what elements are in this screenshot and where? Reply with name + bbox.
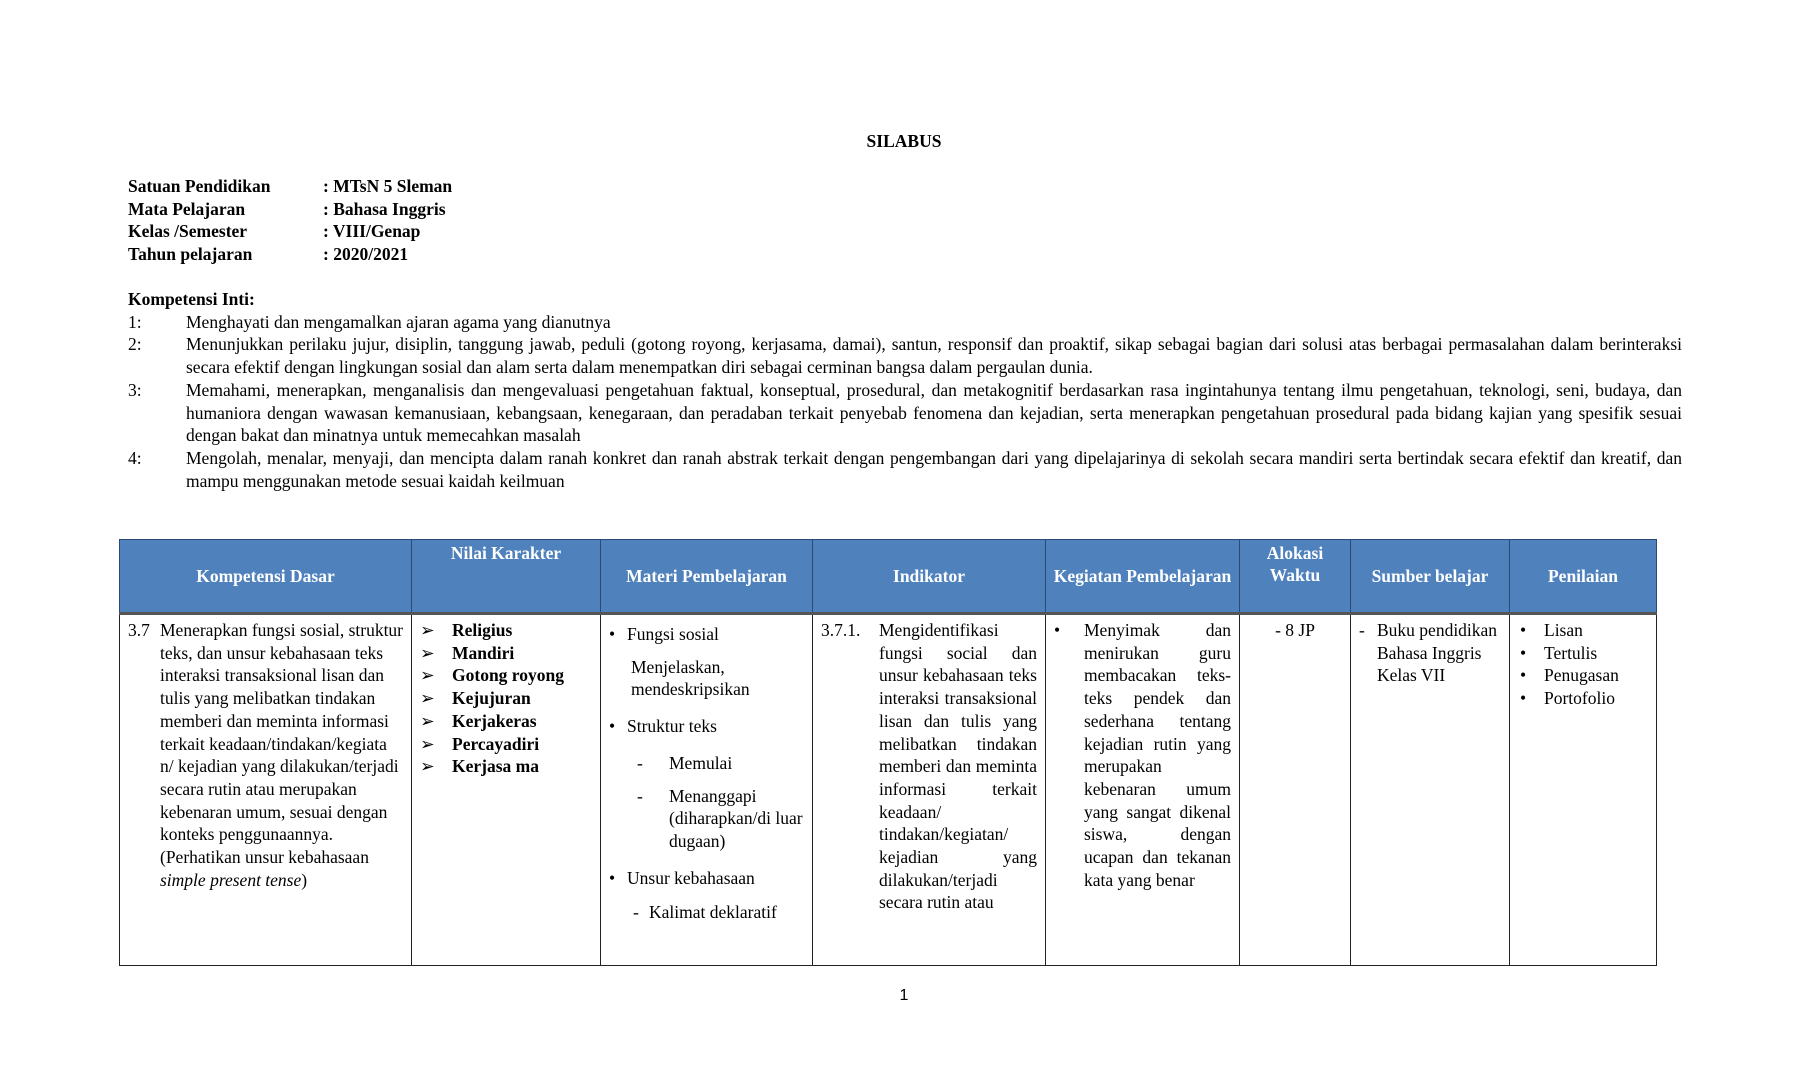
ki-number: 1: [128, 311, 142, 332]
cell-penilaian [1510, 614, 1657, 966]
header-kompetensi-dasar: Kompetensi Dasar [120, 540, 412, 614]
nilai-item [420, 664, 592, 687]
cell-materi [601, 614, 813, 966]
nilai-item [420, 755, 592, 778]
ki-item [128, 311, 1682, 334]
bullet-icon: • [609, 867, 616, 888]
nilai-item [420, 642, 592, 665]
bullet-icon: • [1520, 688, 1527, 709]
dash-icon: - [637, 752, 643, 773]
nilai-item [420, 710, 592, 733]
kd-end: ) [301, 869, 308, 890]
materi-fungsi-desc: Menjelaskan, mendeskripsikan [631, 656, 750, 700]
ki-text: Memahami, menerapkan, menganalisis dan mengevaluasi pengetahuan faktual, konseptual, prosedural, dan metakognitif berdasarkan rasa ingintahunya tentang ilmu pengetahuan, teknologi, seni, budaya, dan humaniora dengan wawasan kemanusiaan, kebangsaan, kenegaraan, dan peradaban terkait penyebab fenomena dan kejadian, serta menerapkan pengetahuan prosedural pada bidang kajian yang spesifik sesuai dengan bakat dan minatnya untuk memecahkan masalah [186, 379, 1682, 446]
arrow-bullet-icon: ➢ [420, 620, 435, 640]
header-sumber: Sumber belajar [1351, 540, 1510, 614]
nilai-label: Kerjakeras [452, 710, 537, 731]
bullet-icon: • [1520, 642, 1527, 663]
kd-number: 3.7 [128, 620, 150, 640]
cell-indikator [813, 614, 1046, 966]
penilaian-item [1518, 642, 1648, 665]
bullet-icon: • [609, 716, 616, 737]
materi-struktur-item: Memulai [669, 752, 733, 773]
indikator-number: 3.7.1. [821, 620, 861, 640]
bullet-icon: • [1054, 620, 1061, 640]
table-row [120, 614, 1657, 966]
ki-item [128, 379, 1682, 447]
ki-text: Menghayati dan mengamalkan ajaran agama yang dianutnya [186, 311, 611, 332]
nilai-label: Kejujuran [452, 688, 531, 709]
dash-icon: - [637, 785, 643, 806]
penilaian-label: Portofolio [1544, 688, 1615, 709]
materi-struktur-item: Menanggapi (diharapkan/di luar dugaan) [669, 785, 803, 851]
nilai-label: Religius [452, 620, 513, 640]
arrow-bullet-icon: ➢ [420, 642, 435, 663]
penilaian-item [1518, 687, 1648, 710]
kompetensi-inti [128, 288, 1682, 492]
kd-italic: simple present tense [160, 869, 302, 890]
document-title: SILABUS [866, 131, 942, 151]
ki-text: Menunjukkan perilaku jujur, disiplin, tanggung jawab, peduli (gotong royong, kerjasama, damai), santun, responsif dan proaktif, sikap sebagai bagian dari solusi atas berbagai permasalahan dalam berinteraksi secara efektif dengan lingkungan sosial dan alam serta dalam menempatkan diri sebagai cerminan bangsa dalam pergaulan dunia. [186, 334, 1682, 378]
nilai-item [420, 687, 592, 710]
nilai-item [420, 733, 592, 756]
header-materi: Materi Pembelajaran [601, 540, 813, 614]
header-nilai-karakter: Nilai Karakter [412, 540, 601, 614]
info-label: Kelas /Semester [128, 221, 248, 242]
nilai-label: Gotong royong [452, 665, 564, 686]
table-header-row [120, 540, 1657, 614]
header-indikator: Indikator [813, 540, 1046, 614]
ki-text: Mengolah, menalar, menyaji, dan mencipta dalam ranah konkret dan ranah abstrak terkait dengan pengembangan dari yang dipelajarinya di sekolah secara mandiri serta bertindak secara efektif dan kreatif, dan mampu menggunakan metode sesuai kaidah keilmuan [186, 447, 1682, 491]
penilaian-item [1518, 664, 1648, 687]
arrow-bullet-icon: ➢ [420, 665, 435, 686]
penilaian-label: Penugasan [1544, 665, 1619, 686]
cell-kegiatan [1046, 614, 1240, 966]
alokasi-value: 8 JP [1285, 620, 1315, 640]
materi-unsur: Unsur kebahasaan [627, 867, 755, 888]
header-penilaian: Penilaian [1510, 540, 1657, 614]
bullet-icon: • [1520, 665, 1527, 686]
nilai-label: Kerjasa ma [452, 756, 539, 777]
sumber-text: Buku pendidikan Bahasa Inggris Kelas VII [1377, 620, 1498, 686]
arrow-bullet-icon: ➢ [420, 710, 435, 731]
cell-kompetensi-dasar [120, 614, 412, 966]
info-label: Mata Pelajaran [128, 198, 246, 219]
info-value: : 2020/2021 [323, 244, 409, 265]
indikator-text: Mengidentifikasi fungsi social dan unsur kebahasaan teks interaksi transaksional lisan dan tulis yang melibatkan tindakan memberi dan meminta informasi terkait keadaan/ tindakan/kegiatan/ kejadian yang dilakukan/terjadi secara rutin atau [879, 620, 1037, 913]
bullet-icon: • [1520, 620, 1527, 640]
ki-number: 3: [128, 379, 142, 400]
info-value: : MTsN 5 Sleman [323, 176, 453, 196]
nilai-label: Percayadiri [452, 733, 540, 754]
materi-unsur-item: Kalimat deklaratif [649, 902, 777, 923]
dash-icon: - [633, 902, 639, 923]
ki-item [128, 333, 1682, 378]
materi-fungsi: Fungsi sosial [627, 624, 719, 644]
info-label: Satuan Pendidikan [128, 176, 271, 196]
info-value: : Bahasa Inggris [323, 198, 446, 219]
header-kegiatan: Kegiatan Pembelajaran [1046, 540, 1240, 614]
cell-sumber [1351, 614, 1510, 966]
bullet-icon: • [609, 624, 616, 644]
nilai-item [420, 619, 592, 642]
kegiatan-text: Menyimak dan menirukan guru membacakan teks-teks pendek dan sederhana tentang kejadian rutin yang merupakan kebenaran umum yang sangat dikenal siswa, dengan ucapan dan tekanan kata yang benar [1084, 620, 1231, 890]
ki-item [128, 447, 1682, 492]
penilaian-label: Tertulis [1544, 642, 1598, 663]
info-value: : VIII/Genap [323, 221, 421, 242]
silabus-table [119, 539, 1657, 966]
ki-number: 2: [128, 334, 142, 355]
penilaian-label: Lisan [1544, 620, 1583, 640]
cell-nilai-karakter [412, 614, 601, 966]
page-number: 1 [899, 987, 909, 1004]
kd-text: Menerapkan fungsi sosial, struktur teks, dan unsur kebahasaan teks interaksi transaksional lisan dan tulis yang melibatkan tindakan memberi dan meminta informasi terkait keadaan/tindakan/kegiata n/ kejadian yang dilakukan/terjadi secara rutin atau merupakan kebenaran umum, sesuai dengan konteks penggunaannya. (Perhatikan unsur kebahasaan [160, 620, 404, 868]
penilaian-item [1518, 619, 1648, 642]
materi-struktur: Struktur teks [627, 716, 717, 737]
dash-icon: - [1275, 620, 1286, 640]
cell-alokasi [1240, 614, 1351, 966]
kompetensi-inti-heading: Kompetensi Inti: [128, 289, 255, 309]
info-label: Tahun pelajaran [128, 244, 253, 265]
arrow-bullet-icon: ➢ [420, 688, 435, 709]
header-alokasi: Alokasi Waktu [1240, 540, 1351, 614]
arrow-bullet-icon: ➢ [420, 733, 435, 754]
ki-number: 4: [128, 447, 142, 468]
dash-icon: - [1359, 620, 1365, 640]
arrow-bullet-icon: ➢ [420, 756, 435, 777]
nilai-label: Mandiri [452, 642, 515, 663]
